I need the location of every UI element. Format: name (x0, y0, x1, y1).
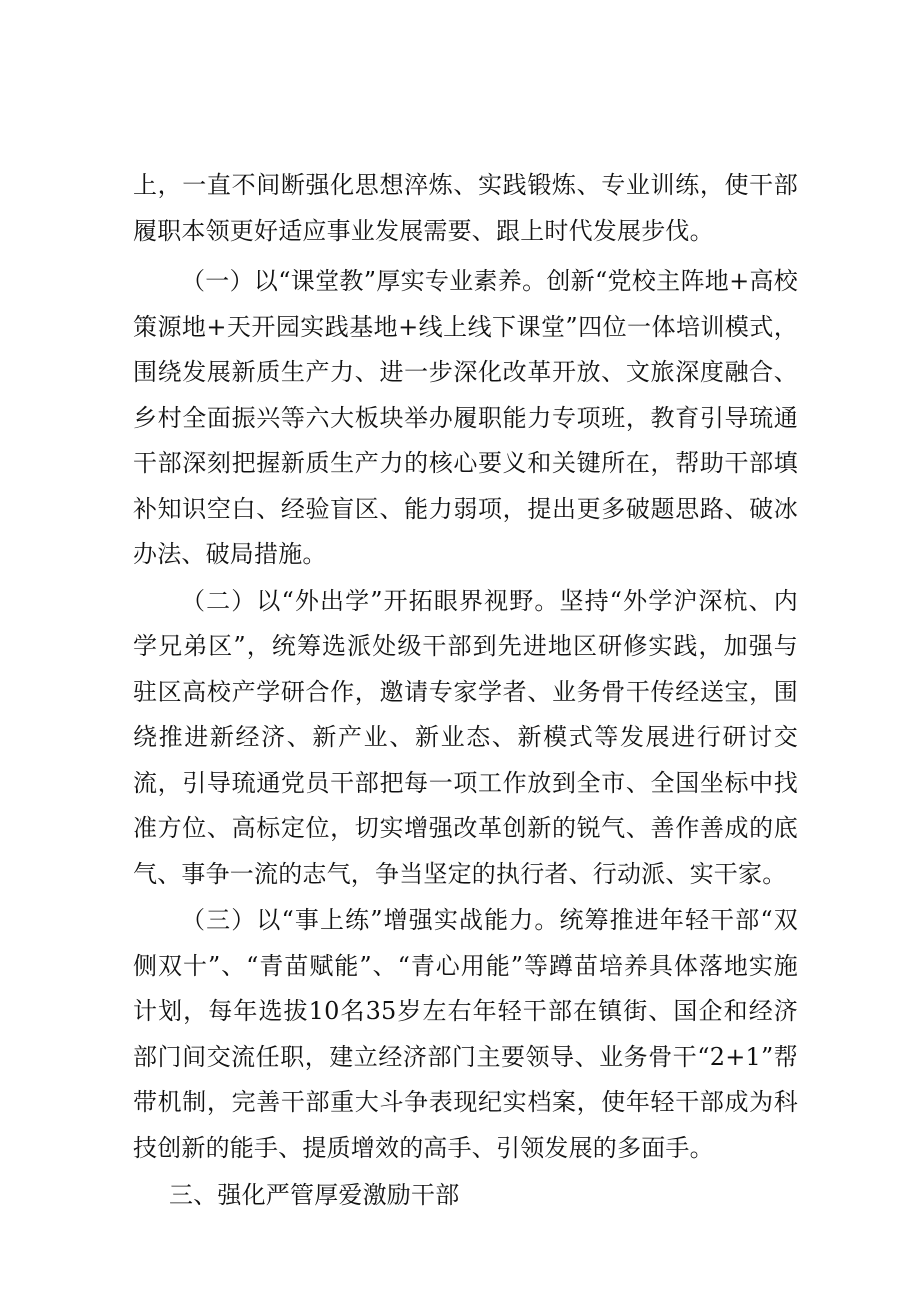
paragraph-3: （三）以“事上练”增强实战能力。统筹推进年轻干部“双侧双十”、“青苗赋能”、“青心用能”等蹲苗培养具体落地实施计划，每年选拔10名35岁左右年轻干部在镇街、国企和经济部门间交流任职，建立经济部门主要领导、业务骨干“2+1”帮带机制，完善干部重大斗争表现纪实档案，使年轻干部成为科技创新的能手、提质增效的高手、引领发展的多面手。 (133, 906, 798, 1162)
paragraph-1: （一）以“课堂教”厚实专业素养。创新“党校主阵地+高校策源地+天开园实践基地+线上线下课堂”四位一体培训模式，围绕发展新质生产力、进一步深化改革开放、文旅深度融合、乡村全面振兴等六大板块举办履职能力专项班，教育引导琉通干部深刻把握新质生产力的核心要义和关键所在，帮助干部填补知识空白、经验盲区、能力弱项，提出更多破题思路、破冰办法、破局措施。 (133, 267, 798, 568)
body-text (133, 163, 798, 1219)
paragraph-continued: 上，一直不间断强化思想淬炼、实践锻炼、专业训练，使干部履职本领更好适应事业发展需要、跟上时代发展步伐。 (133, 171, 798, 245)
paragraph-2: （二）以“外出学”开拓眼界视野。坚持“外学沪深杭、内学兄弟区”，统筹选派处级干部到先进地区研修实践，加强与驻区高校产学研合作，邀请专家学者、业务骨干传经送宝，围绕推进新经济、新产业、新业态、新模式等发展进行研讨交流，引导琉通党员干部把每一项工作放到全市、全国坐标中找准方位、高标定位，切实增强改革创新的锐气、善作善成的底气、事争一流的志气，争当坚定的执行者、行动派、实干家。 (133, 586, 798, 888)
section-heading: 三、强化严管厚爱激励干部 (169, 1181, 460, 1209)
